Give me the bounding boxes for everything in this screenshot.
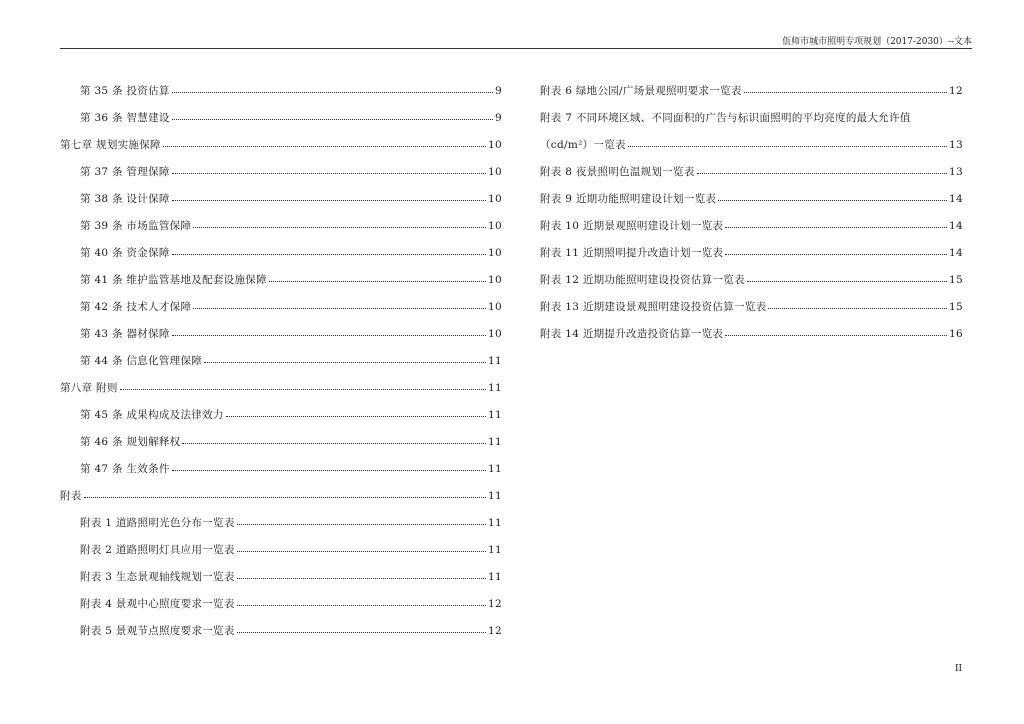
toc-entry-page: 11 [488, 490, 502, 502]
toc-entry[interactable] [60, 429, 502, 456]
dot-leader [237, 550, 486, 552]
dot-leader [237, 577, 486, 579]
dot-leader [163, 145, 486, 147]
toc-entry-label: 附表 12 近期功能照明建设投资估算一览表 [540, 274, 745, 286]
dot-leader [697, 172, 947, 174]
toc-entry-label: 附表 10 近期景观照明建设计划一览表 [540, 220, 724, 232]
toc-entry-label: （cd/m²）一览表 [540, 139, 626, 151]
toc-entry[interactable] [60, 618, 502, 645]
toc-entry-label: 第 35 条 投资估算 [80, 85, 170, 97]
toc-entry[interactable] [60, 132, 502, 159]
toc-entry[interactable] [60, 105, 502, 132]
toc-entry-page: 15 [949, 301, 963, 313]
toc-entry-page: 9 [495, 85, 502, 97]
toc-entry-page: 10 [488, 301, 502, 313]
toc-entry-page: 12 [488, 625, 502, 637]
toc-entry-label: 第 46 条 规划解释权 [80, 436, 181, 448]
toc-entry-label: 附表 5 景观节点照度要求一览表 [80, 625, 235, 637]
toc-entry-page: 11 [488, 409, 502, 421]
dot-leader [725, 253, 947, 255]
dot-leader [628, 145, 947, 147]
toc-entry-label: 第 38 条 设计保障 [80, 193, 170, 205]
toc-entry-label: 附表 6 绿地公园/广场景观照明要求一览表 [540, 85, 742, 97]
toc-entry[interactable] [60, 591, 502, 618]
toc-entry-label: 第 36 条 智慧建设 [80, 112, 170, 124]
toc-entry-page: 13 [949, 166, 963, 178]
toc-entry[interactable] [60, 159, 502, 186]
page-number: II [955, 664, 963, 674]
toc-entry-page: 10 [488, 193, 502, 205]
toc-entry[interactable] [60, 483, 502, 510]
toc-entry-page: 10 [488, 274, 502, 286]
toc-entry-page: 11 [488, 571, 502, 583]
toc-entry[interactable] [60, 348, 502, 375]
dot-leader [269, 280, 486, 282]
toc-entry-label: 第 39 条 市场监管保障 [80, 220, 192, 232]
dot-leader [226, 415, 486, 417]
toc-right-column [540, 78, 963, 348]
toc-entry-page: 10 [488, 247, 502, 259]
dot-leader [237, 523, 486, 525]
toc-entry-label: 第 43 条 器材保障 [80, 328, 170, 340]
toc-entry[interactable] [540, 132, 963, 159]
toc-entry-page: 10 [488, 166, 502, 178]
toc-entry[interactable] [60, 267, 502, 294]
toc-entry-label: 附表 [60, 490, 82, 502]
toc-entry[interactable] [540, 294, 963, 321]
toc-entry[interactable] [540, 321, 963, 348]
dot-leader [204, 361, 486, 363]
dot-leader [237, 631, 486, 633]
toc-entry-page: 11 [488, 436, 502, 448]
toc-entry-label: 附表 8 夜景照明色温规划一览表 [540, 166, 695, 178]
toc-entry-label: 附表 2 道路照明灯具应用一览表 [80, 544, 235, 556]
toc-entry[interactable] [60, 375, 502, 402]
dot-leader [172, 469, 486, 471]
dot-leader [237, 604, 486, 606]
dot-leader [172, 118, 493, 120]
dot-leader [193, 307, 486, 309]
toc-entry[interactable] [540, 159, 963, 186]
toc-entry[interactable] [60, 294, 502, 321]
toc-entry-page: 11 [488, 463, 502, 475]
dot-leader [747, 280, 947, 282]
toc-entry[interactable] [60, 402, 502, 429]
toc-entry-label: 第 37 条 管理保障 [80, 166, 170, 178]
dot-leader [768, 307, 947, 309]
toc-entry-page: 14 [949, 193, 963, 205]
toc-entry[interactable] [60, 78, 502, 105]
toc-entry-label: 附表 9 近期功能照明建设计划一览表 [540, 193, 717, 205]
toc-entry-label: 第 44 条 信息化管理保障 [80, 355, 203, 367]
toc-entry[interactable] [540, 186, 963, 213]
toc-entry-page: 13 [949, 139, 963, 151]
dot-leader [182, 442, 486, 444]
toc-entry-page: 12 [949, 85, 963, 97]
toc-entry-page: 11 [488, 355, 502, 367]
toc-entry[interactable] [540, 267, 963, 294]
dot-leader [172, 172, 486, 174]
toc-entry-label: 附表 4 景观中心照度要求一览表 [80, 598, 235, 610]
toc-entry-page: 10 [488, 328, 502, 340]
toc-entry-label: 附表 1 道路照明光色分布一览表 [80, 517, 235, 529]
toc-entry-label: 第 45 条 成果构成及法律效力 [80, 409, 224, 421]
toc-entry[interactable] [60, 537, 502, 564]
toc-left-column [60, 78, 502, 645]
toc-entry[interactable] [60, 510, 502, 537]
toc-entry-page: 14 [949, 247, 963, 259]
running-header: 佤师市城市照明专项规划（2017-2030）--文本 [782, 37, 972, 47]
toc-entry-label: 第 42 条 技术人才保障 [80, 301, 192, 313]
dot-leader [718, 199, 947, 201]
dot-leader [120, 388, 486, 390]
toc-entry-label: 附表 14 近期提升改造投资估算一览表 [540, 328, 724, 340]
dot-leader [84, 496, 486, 498]
toc-entry[interactable] [60, 213, 502, 240]
toc-entry-label: 附表 11 近期照明提升改造计划一览表 [540, 247, 724, 259]
toc-entry-page: 9 [495, 112, 502, 124]
toc-entry-label: 第 40 条 资金保障 [80, 247, 170, 259]
toc-entry[interactable] [60, 240, 502, 267]
dot-leader [172, 334, 486, 336]
dot-leader [172, 91, 493, 93]
dot-leader [725, 226, 947, 228]
toc-entry-label: 第八章 附则 [60, 382, 118, 394]
toc-entry-page: 16 [949, 328, 963, 340]
header-rule [60, 48, 972, 49]
dot-leader [744, 91, 947, 93]
toc-entry-label: 第 47 条 生效条件 [80, 463, 170, 475]
toc-entry[interactable] [540, 78, 963, 105]
dot-leader [172, 199, 486, 201]
toc-entry[interactable] [60, 321, 502, 348]
toc-entry[interactable] [60, 564, 502, 591]
toc-entry-label: 第 41 条 维护监管基地及配套设施保障 [80, 274, 267, 286]
dot-leader [725, 334, 947, 336]
toc-entry-page: 11 [488, 382, 502, 394]
toc-entry[interactable] [60, 456, 502, 483]
toc-entry-page: 14 [949, 220, 963, 232]
dot-leader [193, 226, 486, 228]
toc-entry-page: 15 [949, 274, 963, 286]
dot-leader [172, 253, 486, 255]
toc-entry-label-line1[interactable]: 附表 7 不同环境区域、不同面积的广告与标识面照明的平均亮度的最大允许值 [540, 112, 911, 124]
toc-entry-label: 第七章 规划实施保障 [60, 139, 161, 151]
toc-entry[interactable] [540, 213, 963, 240]
toc-entry-page: 10 [488, 139, 502, 151]
toc-entry-page: 12 [488, 598, 502, 610]
toc-entry[interactable] [60, 186, 502, 213]
toc-entry-page: 11 [488, 517, 502, 529]
toc-entry-label: 附表 3 生态景观轴线规划一览表 [80, 571, 235, 583]
toc-entry[interactable] [540, 240, 963, 267]
toc-entry-label: 附表 13 近期建设景观照明建设投资估算一览表 [540, 301, 767, 313]
toc-entry-page: 10 [488, 220, 502, 232]
toc-entry-page: 11 [488, 544, 502, 556]
